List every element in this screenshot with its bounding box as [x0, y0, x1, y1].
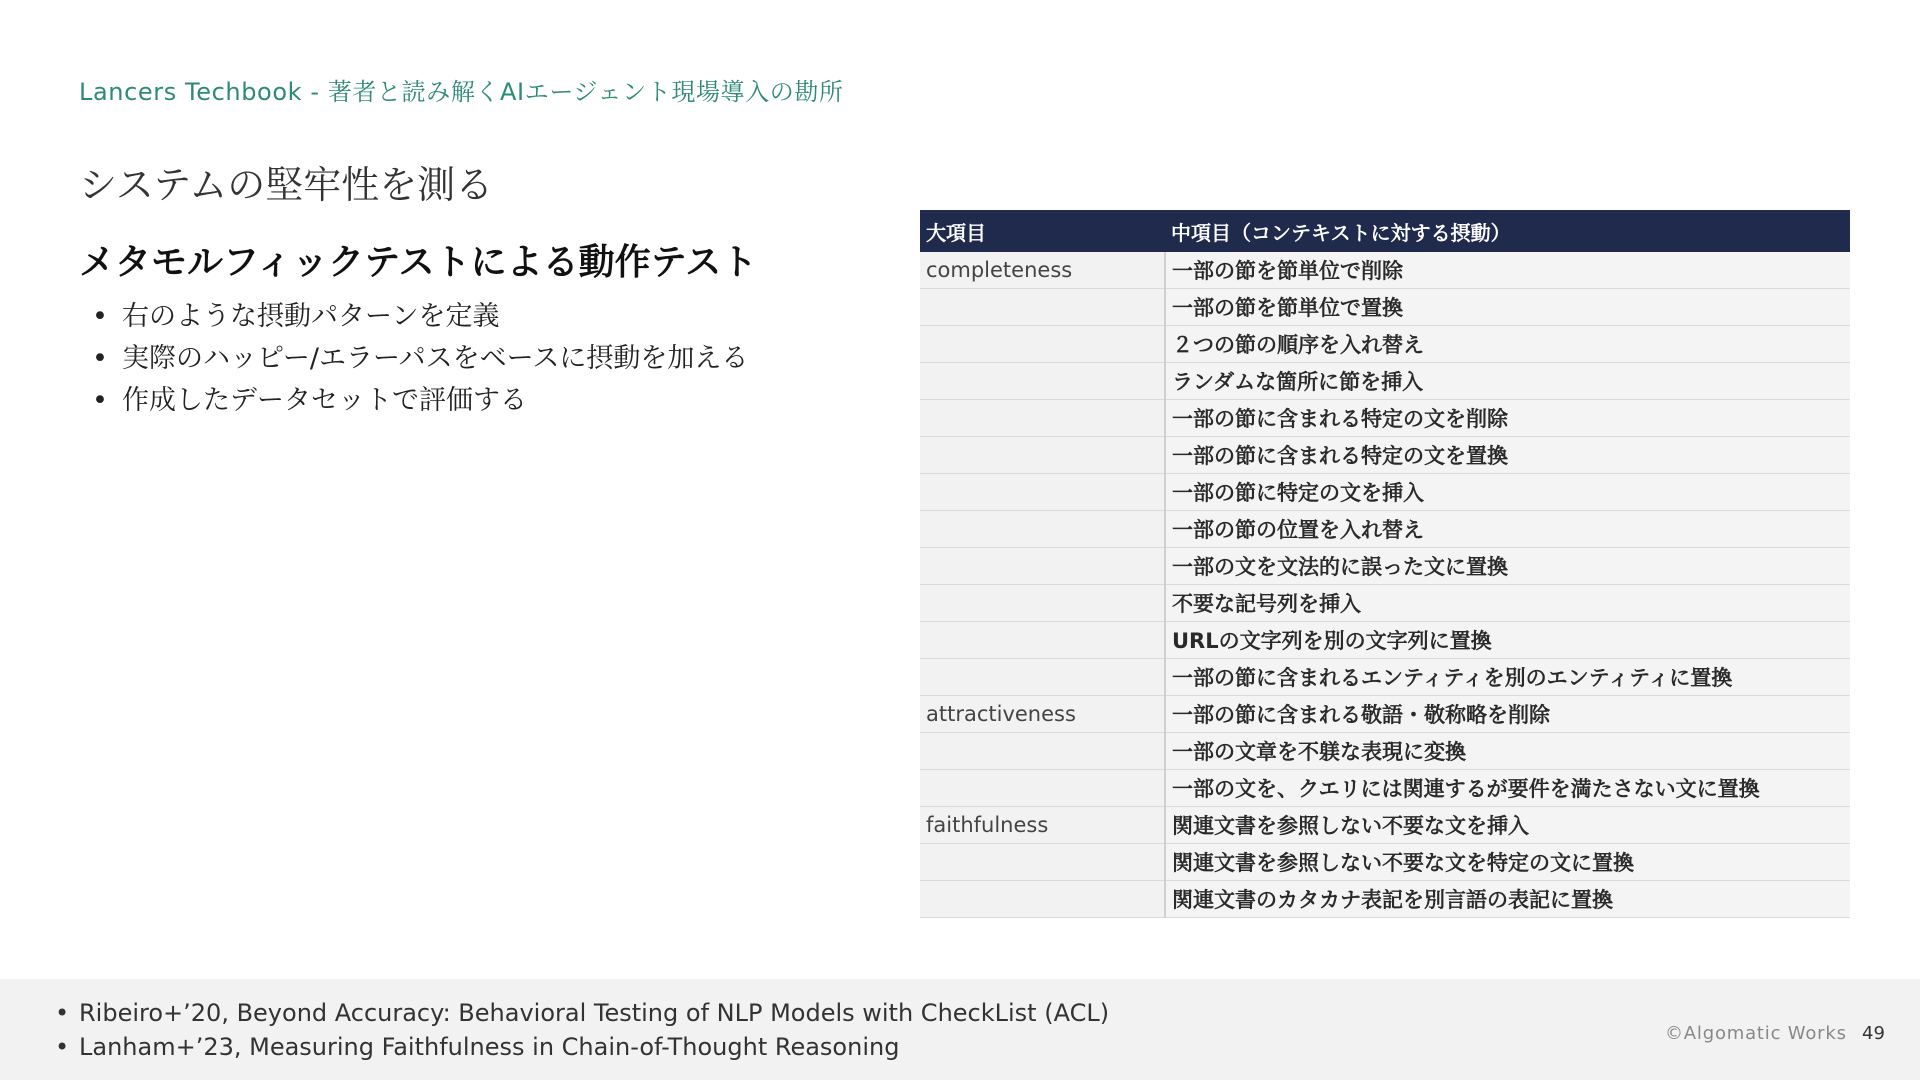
- table-row: [920, 363, 1850, 400]
- table-row: [920, 733, 1850, 770]
- table-row: [920, 585, 1850, 622]
- table-row: [920, 696, 1850, 733]
- bullet-item: • 実際のハッピー/エラーパスをベースに摂動を加える: [92, 338, 748, 380]
- perturbation-table: [920, 210, 1850, 918]
- cell-perturbation: ランダムな箇所に節を挿入: [1165, 363, 1850, 400]
- table-row: [920, 252, 1850, 289]
- cell-major-category: [920, 770, 1165, 807]
- table-row: [920, 548, 1850, 585]
- cell-perturbation: URLの文字列を別の文字列に置換: [1165, 622, 1850, 659]
- table-row: [920, 474, 1850, 511]
- cell-perturbation: 一部の節の位置を入れ替え: [1165, 511, 1850, 548]
- cell-major-category: [920, 881, 1165, 918]
- bullet-list: [92, 296, 748, 422]
- cell-perturbation: 一部の節に含まれるエンティティを別のエンティティに置換: [1165, 659, 1850, 696]
- column-header-minor: 中項目（コンテキストに対する摂動）: [1165, 210, 1850, 252]
- bullet-item: • 右のような摂動パターンを定義: [92, 296, 748, 338]
- table-body: [920, 252, 1850, 918]
- cell-perturbation: 一部の節に含まれる特定の文を置換: [1165, 437, 1850, 474]
- cell-perturbation: 関連文書のカタカナ表記を別言語の表記に置換: [1165, 881, 1850, 918]
- cell-perturbation: 一部の文を、クエリには関連するが要件を満たさない文に置換: [1165, 770, 1850, 807]
- cell-perturbation: 一部の節を節単位で置換: [1165, 289, 1850, 326]
- cell-perturbation: 関連文書を参照しない不要な文を挿入: [1165, 807, 1850, 844]
- cell-major-category: [920, 400, 1165, 437]
- perturbation-table-container: [920, 210, 1850, 918]
- cell-major-category: [920, 548, 1165, 585]
- copyright: ©Algomatic Works: [1665, 1023, 1847, 1044]
- section-subtitle: メタモルフィックテストによる動作テスト: [79, 242, 758, 283]
- cell-major-category: [920, 289, 1165, 326]
- cell-major-category: [920, 659, 1165, 696]
- cell-perturbation: 一部の文を文法的に誤った文に置換: [1165, 548, 1850, 585]
- reference-item: • Ribeiro+’20, Beyond Accuracy: Behavioral Testing of NLP Models with CheckList (ACL): [55, 996, 1109, 1030]
- table-header-row: [920, 210, 1850, 252]
- table-row: [920, 400, 1850, 437]
- header-breadcrumb: Lancers Techbook - 著者と読み解くAIエージェント現場導入の勘所: [79, 78, 844, 106]
- cell-major-category: [920, 474, 1165, 511]
- table-row: [920, 437, 1850, 474]
- reference-item: • Lanham+’23, Measuring Faithfulness in Chain-of-Thought Reasoning: [55, 1030, 1109, 1064]
- bullet-item: • 作成したデータセットで評価する: [92, 380, 748, 422]
- table-row: [920, 881, 1850, 918]
- cell-major-category: [920, 622, 1165, 659]
- table-row: [920, 659, 1850, 696]
- table-row: [920, 844, 1850, 881]
- cell-major-category: completeness: [920, 252, 1165, 289]
- cell-major-category: [920, 733, 1165, 770]
- slide-title: システムの堅牢性を測る: [79, 163, 494, 207]
- table-row: [920, 511, 1850, 548]
- cell-major-category: attractiveness: [920, 696, 1165, 733]
- reference-list: [55, 996, 1109, 1064]
- cell-perturbation: 一部の文章を不躾な表現に変換: [1165, 733, 1850, 770]
- table-row: [920, 807, 1850, 844]
- cell-major-category: [920, 363, 1165, 400]
- cell-major-category: [920, 844, 1165, 881]
- cell-perturbation: 関連文書を参照しない不要な文を特定の文に置換: [1165, 844, 1850, 881]
- cell-major-category: [920, 326, 1165, 363]
- page-number: 49: [1862, 1023, 1885, 1044]
- footer: [0, 979, 1920, 1080]
- cell-perturbation: 一部の節に含まれる敬語・敬称略を削除: [1165, 696, 1850, 733]
- cell-perturbation: 不要な記号列を挿入: [1165, 585, 1850, 622]
- cell-perturbation: 一部の節に特定の文を挿入: [1165, 474, 1850, 511]
- cell-major-category: [920, 437, 1165, 474]
- cell-major-category: [920, 511, 1165, 548]
- cell-perturbation: 一部の節を節単位で削除: [1165, 252, 1850, 289]
- table-row: [920, 622, 1850, 659]
- cell-major-category: [920, 585, 1165, 622]
- table-row: [920, 770, 1850, 807]
- table-row: [920, 289, 1850, 326]
- table-row: [920, 326, 1850, 363]
- cell-major-category: faithfulness: [920, 807, 1165, 844]
- cell-perturbation: ２つの節の順序を入れ替え: [1165, 326, 1850, 363]
- column-header-major: 大項目: [920, 210, 1165, 252]
- cell-perturbation: 一部の節に含まれる特定の文を削除: [1165, 400, 1850, 437]
